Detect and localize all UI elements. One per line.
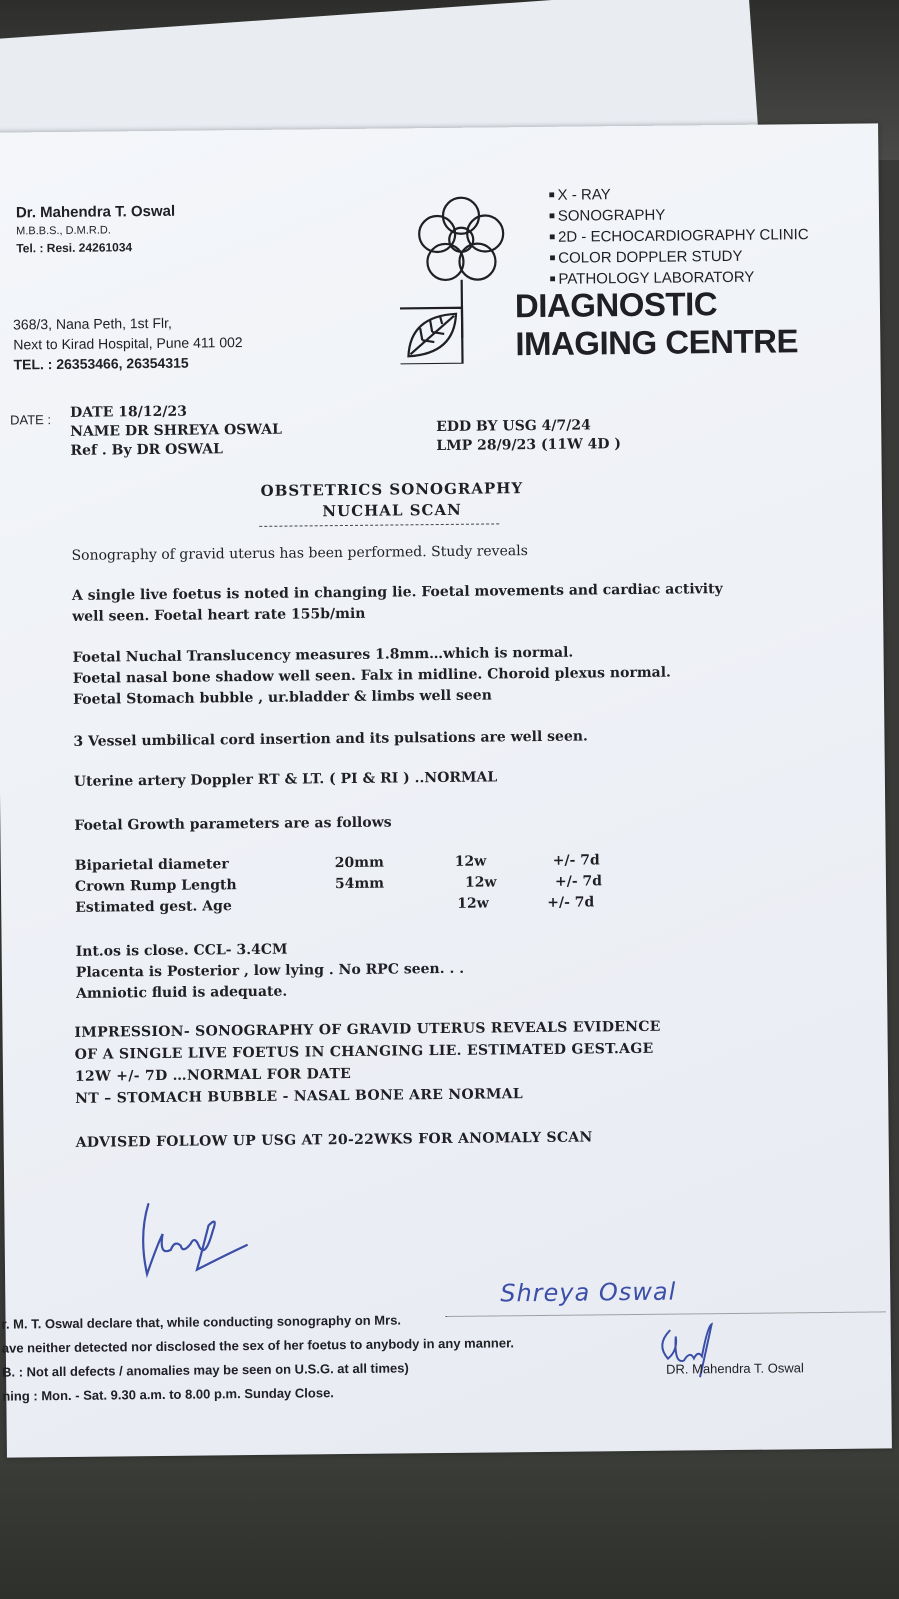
growth-age: 12w [464, 874, 497, 891]
referred-by: Ref . By DR OSWAL [70, 441, 224, 459]
patient-name: NAME DR SHREYA OSWAL [70, 421, 282, 440]
foetus-status [72, 579, 723, 628]
doctor-residence-tel: Tel. : Resi. 24261034 [16, 240, 133, 256]
impression-line-1: IMPRESSION- SONOGRAPHY OF GRAVID UTERUS REVEALS EVIDENCE [74, 1018, 661, 1041]
umbilical-cord: 3 Vessel umbilical cord insertion and its pulsations are well seen. [73, 728, 588, 750]
growth-heading: Foetal Growth parameters are as follows [74, 814, 392, 834]
report-page [0, 123, 892, 1457]
foetal-findings [72, 642, 671, 711]
growth-param: Estimated gest. Age [75, 898, 232, 916]
address-line-2: Next to Kirad Hospital, Pune 411 002 [13, 334, 243, 353]
edd-by-usg: EDD BY USG 4/7/24 [436, 417, 591, 436]
report-date: DATE 18/12/23 [69, 403, 187, 421]
service-item: ■ 2D - ECHOCARDIOGRAPHY CLINIC [549, 224, 809, 248]
doctor-header [16, 203, 176, 256]
declaration-line-1: r. M. T. Oswal declare that, while conducting sonography on Mrs. [1, 1312, 402, 1332]
placenta-position: Placenta is Posterior , low lying . No RPC seen. . . [75, 960, 465, 981]
growth-age: 12w [457, 895, 489, 912]
impression-line-3: 12W +/- 7D …NORMAL FOR DATE [74, 1065, 352, 1085]
service-item: ■ X - RAY [549, 182, 809, 206]
growth-range: +/- 7d [547, 894, 595, 911]
lmp: LMP 28/9/23 (11W 4D ) [436, 436, 622, 455]
patient-signature: Shreya Oswal [500, 1277, 677, 1308]
patient-details [70, 402, 282, 461]
service-item: ■ SONOGRAPHY [549, 203, 809, 227]
printed-date-label: DATE : [10, 412, 52, 428]
growth-age: 12w [454, 853, 487, 870]
doctor-name: Dr. Mahendra T. Oswal [15, 202, 176, 222]
doctor-signature-icon [134, 1195, 255, 1286]
growth-range: +/- 7d [554, 873, 603, 890]
foetus-status-line-1: A single live foetus is noted in changing lie. Foetal movements and cardiac activity [71, 581, 723, 604]
pregnancy-dates [436, 416, 621, 456]
impression-line-4: NT – STOMACH BUBBLE - NASAL BONE ARE NORMAL [75, 1086, 524, 1107]
growth-value: 54mm [334, 875, 385, 893]
timings-line: ning : Mon. - Sat. 9.30 a.m. to 8.00 p.m. Sunday Close. [2, 1385, 334, 1404]
services-list [549, 182, 810, 290]
report-subtitle: NUCHAL SCAN [322, 500, 462, 521]
disclaimer-line: B. : Not all defects / anomalies may be seen on U.S.G. at all times) [1, 1360, 409, 1380]
growth-param: Biparietal diameter [74, 856, 229, 874]
study-intro: Sonography of gravid uterus has been performed. Study reveals [71, 543, 528, 564]
address-line-1: 368/3, Nana Peth, 1st Flr, [13, 314, 172, 333]
clinic-brand-name [515, 284, 798, 363]
service-item: ■ COLOR DOPPLER STUDY [549, 245, 809, 269]
background-bottom [0, 1440, 899, 1599]
clinic-telephone: TEL. : 26353466, 26354315 [13, 354, 189, 373]
cervix-placenta [76, 938, 465, 1005]
flower-leaf-logo-icon [399, 187, 511, 364]
service-item: ■ PATHOLOGY LABORATORY [550, 266, 810, 290]
nasal-bone: Foetal nasal bone shadow well seen. Falx in midline. Choroid plexus normal. [72, 664, 671, 687]
brand-line-1: DIAGNOSTIC [514, 285, 718, 325]
growth-param: Crown Rump Length [74, 877, 237, 895]
doctor-signature-name: DR. Mahendra T. Oswal [665, 1360, 804, 1377]
clinic-address [13, 312, 243, 374]
growth-value: 20mm [334, 854, 384, 872]
brand-line-2: IMAGING CENTRE [515, 322, 799, 363]
follow-up-advice: ADVISED FOLLOW UP USG AT 20-22WKS FOR ANOMALY SCAN [75, 1129, 593, 1151]
report-title: OBSTETRICS SONOGRAPHY [260, 479, 524, 500]
impression [74, 1016, 661, 1110]
impression-line-2: OF A SINGLE LIVE FOETUS IN CHANGING LIE. ESTIMATED GEST.AGE [74, 1040, 654, 1063]
declaration-footer [1, 1307, 514, 1408]
nuchal-translucency: Foetal Nuchal Translucency measures 1.8mm…which is normal. [72, 644, 574, 666]
foetus-status-line-2: well seen. Foetal heart rate 155b/min [72, 605, 366, 625]
title-divider [259, 523, 499, 527]
cervical-length: Int.os is close. CCL- 3.4CM [75, 941, 288, 960]
doctor-qualification: M.B.B.S., D.M.R.D. [16, 224, 111, 238]
stomach-bubble: Foetal Stomach bubble , ur.bladder & limbs well seen [72, 687, 492, 708]
declaration-line-2: ave neither detected nor disclosed the sex of her foetus to anybody in any manner. [1, 1335, 515, 1356]
uterine-doppler: Uterine artery Doppler RT & LT. ( PI & RI ) ..NORMAL [73, 769, 498, 790]
amniotic-fluid: Amniotic fluid is adequate. [76, 983, 288, 1002]
report-sheet [0, 123, 892, 1457]
growth-range: +/- 7d [552, 852, 600, 869]
